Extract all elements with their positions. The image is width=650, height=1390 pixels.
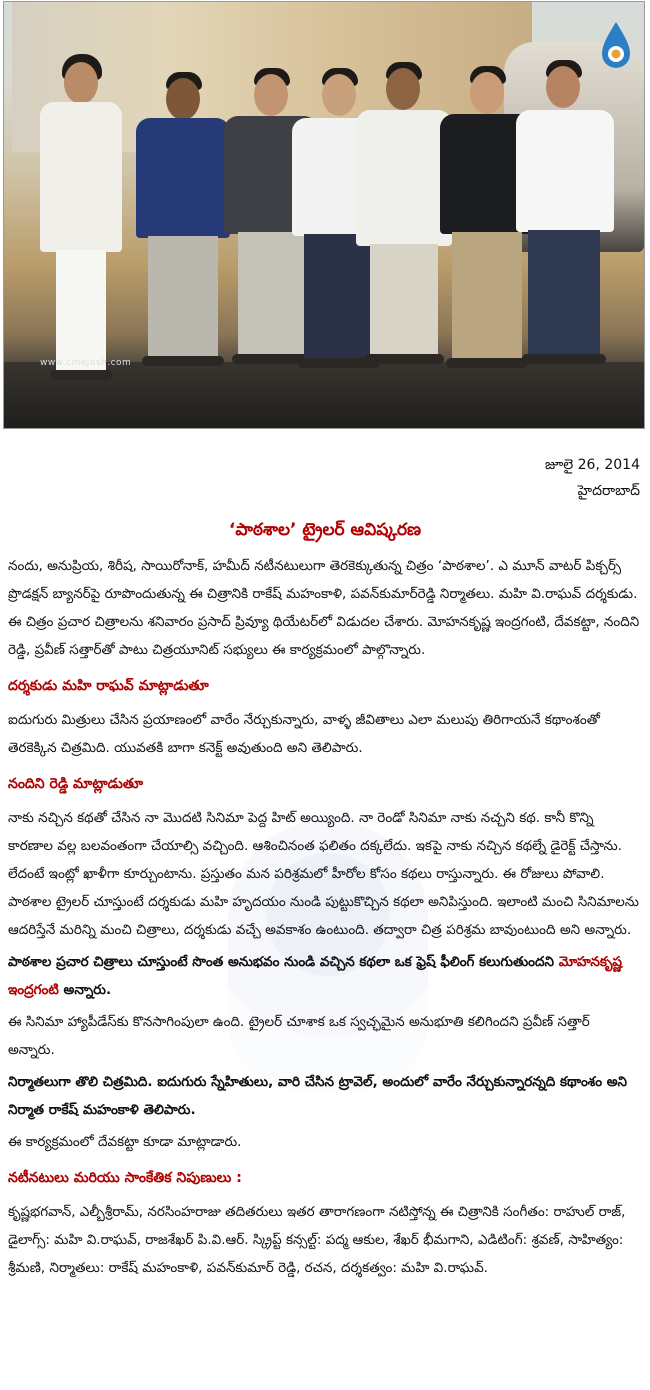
nandini-paragraph: నాకు నచ్చిన కథతో చేసిన నా మొదటి సినిమా పెద్ద హిట్ అయ్యింది. నా రెండో సినిమా నాకు నచ్చని కథ. కానీ కొన్ని కారణాల వల్ల బలవంతంగా చేయాల్సి వచ్చింది. ఆశించినంత ఫలితం దక్కలేదు. ఇకపై నాకు నచ్చిన కథల్నే డైరెక్ట్ చేస్తాను. లేదంటే ఇంట్లో ఖాళీగా కూర్చుంటాను. ప్రస్తుతం మన పరిశ్రమలో హీరోల కోసం కథలు రాస్తున్నారు. ఈ రోజులు పోవాలి. పాఠశాల ట్రైలర్ చూస్తుంటే దర్శకుడు మహి హృదయం నుండి పుట్టుకొచ్చిన కథలా అనిపిస్తుంది. ఇలాంటి మంచి సినిమాలను ఆదరిస్తేనే మరిన్ని మంచి చిత్రాలు, దర్శకుడు వచ్చే అవకాశం ఉంటుంది. తద్వారా చిత్ర పరిశ్రమ బావుంటుంది అని అన్నారు. <box>8 810 639 938</box>
article-headline: ‘పాఠశాల’ ట్రైలర్ ఆవిష్కరణ <box>228 520 422 540</box>
photo-watermark: www.cinejosh.com <box>40 358 132 368</box>
praveen-paragraph: ఈ సినిమా హ్యాపీడేస్‌కు కొనసాగింపులా ఉంది. ట్రైలర్ చూశాక ఒక స్వచ్ఛమైన అనుభూతి కలిగిందని ప్రవీణ్ సత్తార్ అన్నారు. <box>8 1014 590 1058</box>
mohanakrishna-paragraph <box>8 948 640 1004</box>
article-place: హైదరాబాద్ <box>577 483 640 499</box>
event-photo <box>3 1 645 429</box>
mohanakrishna-name: మోహనకృష్ణ ఇంద్రగంటి <box>8 954 622 998</box>
nandini-section-heading: నందిని రెడ్డి మాట్లాడుతూ <box>8 776 144 792</box>
intro-paragraph: నందు, అనుప్రియ, శిరీష, సాయిరోనాక్, హమీద్ నటీనటులుగా తెరకెక్కుతున్న చిత్రం ‘పాఠశాల’. ఎ మూన్ వాటర్ పిక్చర్స్ ప్రొడక్షన్ బ్యానర్‌పై రూపొందుతున్న ఈ చిత్రానికి రాకేష్ మహంకాళి, పవన్‌కుమార్‌రెడ్డి నిర్మాతలు. మహి వి.రాఘవ్ దర్శకుడు. ఈ చిత్రం ప్రచార చిత్రాలను శనివారం ప్రసాద్ ప్రివ్యూ థియేటర్‌లో విడుదల చేశారు. మోహనకృష్ణ ఇంద్రగంటి, దేవకట్టా, నందిని రెడ్డి, ప్రవీణ్ సత్తార్‌తో పాటు చిత్రయూనిట్ సభ్యులు ఈ కార్యక్రమంలో పాల్గొన్నారు. <box>8 558 640 658</box>
crew-paragraph: కృష్ణభగవాన్, ఎల్బీశ్రీరామ్, నరసింహరాజు తదితరులు ఇతర తారాగణంగా నటిస్తోన్న ఈ చిత్రానికి సంగీతం: రాహుల్ రాజ్, డైలాగ్స్: మహి వి.రాఘవ్, రాజశేఖర్ పి.వి.ఆర్. స్క్రిప్ట్ కన్సల్ట్: పద్మ ఆకుల, శేఖర్ భీమగాని, ఎడిటింగ్: శ్రవణ్, సాహిత్యం: శ్రీమణి, నిర్మాతలు: రాకేష్ మహంకాళి, పవన్‌కుమార్ రెడ్డి, రచన, దర్శకత్వం: మహి వి.రాఘవ్. <box>8 1204 626 1276</box>
devakatta-paragraph: ఈ కార్యక్రమంలో దేవకట్టా కూడా మాట్లాడారు. <box>8 1134 242 1150</box>
article-date: జూలై 26, 2014 <box>544 457 640 473</box>
site-logo-icon <box>598 20 634 70</box>
producer-paragraph: నిర్మాతలుగా తొలి చిత్రమిది. ఐదుగురు స్నేహితులు, వారి చేసిన ట్రావెల్, అందులో వారేం నేర్చుకున్నారన్నది కథాంశం అని నిర్మాత రాకేష్ మహంకాళి తెలిపారు. <box>8 1074 628 1118</box>
mohanakrishna-text-b: అన్నారు. <box>58 982 112 998</box>
crew-section-heading: నటీనటులు మరియు సాంకేతిక నిపుణులు : <box>8 1170 242 1186</box>
director-section-heading: దర్శకుడు మహి రాఘవ్ మాట్లాడుతూ <box>8 678 209 694</box>
article-body <box>8 552 640 1286</box>
director-paragraph: ఐదుగురు మిత్రులు చేసిన ప్రయాణంలో వారేం నేర్చుకున్నారు, వాళ్ళ జీవితాలు ఎలా మలుపు తిరిగాయనే కథాంశంతో తెరకెక్కిన చిత్రమిది. యువతకి బాగా కనెక్ట్ అవుతుంది అని తెలిపారు. <box>8 712 600 756</box>
mohanakrishna-text-a: పాఠశాల ప్రచార చిత్రాలు చూస్తుంటే సొంత అనుభవం నుండి వచ్చిన కథలా ఒక ఫ్రెష్ ఫీలింగ్ కలుగుతుందని <box>8 954 559 970</box>
dateline <box>545 452 640 504</box>
